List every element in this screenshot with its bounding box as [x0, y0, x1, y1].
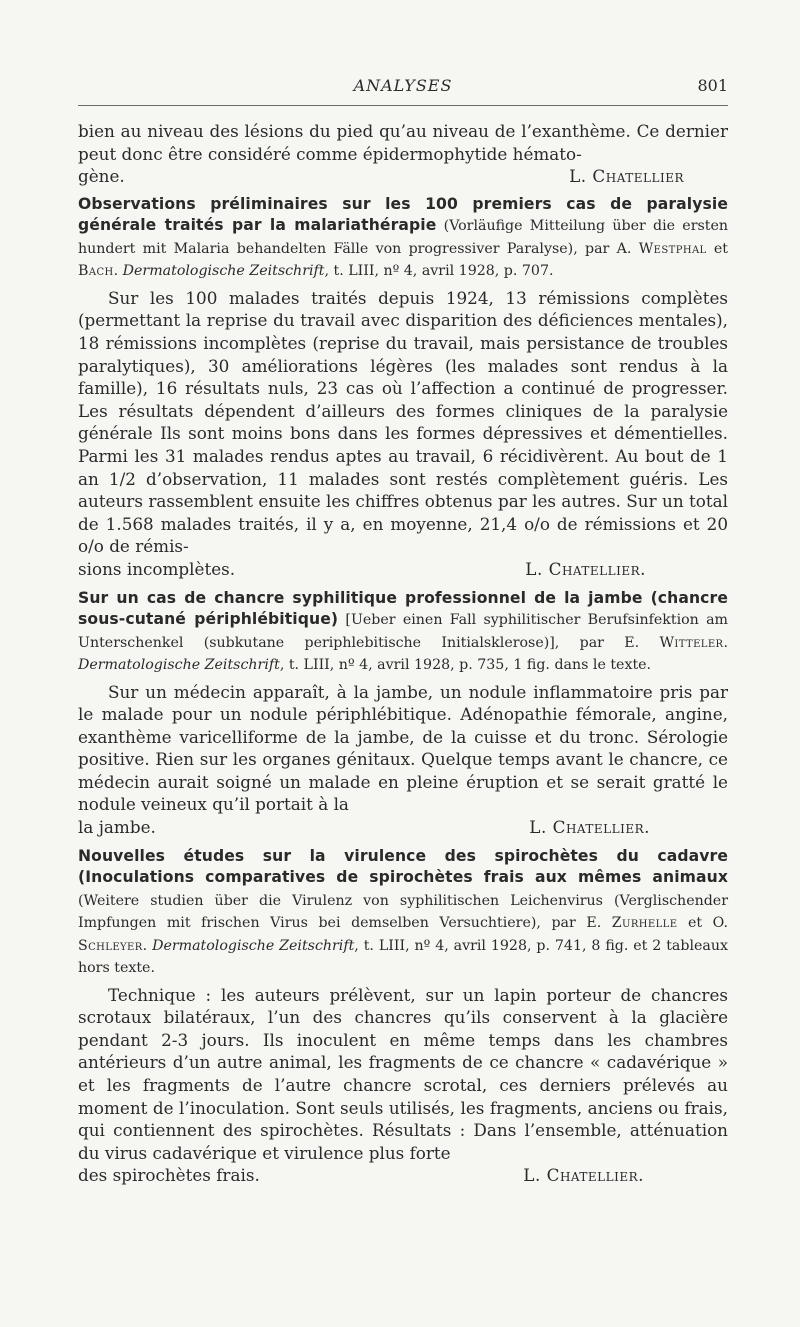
- review-2-meta-c: , t. LIII, nº 4, avril 1928, p. 735, 1 fig. dans le texte.: [279, 657, 652, 673]
- review-1-meta-b: et: [706, 240, 729, 257]
- review-3: [78, 846, 728, 1187]
- review-1: [78, 194, 728, 581]
- review-1-meta-a: (Vorläufige Mitteilung über die ersten hundert mit Malaria behandelten Fälle von progressiver Paralyse), par A.: [78, 218, 729, 257]
- review-3-journal: Dermatologische Zeitschrift: [152, 937, 355, 954]
- intro-signature: L. Chatellier: [569, 166, 684, 187]
- review-2-heading: [78, 588, 728, 677]
- review-1-meta-c: .: [113, 263, 123, 280]
- review-3-meta-c: .: [142, 937, 153, 954]
- intro-last-line: [78, 165, 728, 188]
- review-3-last-words: des spirochètes frais.: [78, 1165, 260, 1186]
- review-2-meta-b: .: [723, 634, 728, 651]
- review-2-body: Sur un médecin apparaît, à la jambe, un nodule inflammatoire pris par le malade pour un nodule périphlébitique. Adénopathie fémorale, angine, exanthème varicelliforme de la jambe, de la cuisse et du tronc. Sérologie positive. Rien sur les organes génitaux. Quelque temps avant le chancre, ce médecin aurait soigné un malade en pleine éruption et se serait gratté le nodule veineux qu’il portait à la: [78, 681, 728, 815]
- review-1-last-words: sions incomplètes.: [78, 558, 236, 579]
- review-3-title: Nouvelles études sur la virulence des spirochètes du cadavre (Inoculations comparatives de spirochètes frais aux mêmes animaux: [78, 846, 728, 887]
- review-3-author-1: Zurhelle: [611, 915, 678, 932]
- review-2-journal: Dermatologische Zeitschrift: [78, 657, 280, 673]
- review-2-signature: L. Chatellier.: [529, 817, 650, 838]
- review-3-meta-d: , t. LIII, nº 4, avril 1928, p. 741, 8 fig. et 2 tableaux hors texte.: [78, 937, 728, 977]
- review-1-author-2: Bach: [78, 263, 114, 280]
- review-1-meta-d: , t. LIII, nº 4, avril 1928, p. 707.: [324, 263, 554, 280]
- review-3-last-line: [78, 1164, 728, 1187]
- review-3-body: Technique : les auteurs prélèvent, sur un lapin porteur de chancres scrotaux bilatéraux, l’un des chancres qu’ils conservent à la glacière pendant 2-3 jours. Ils inoculent en même temps dans les chambres antérieurs d’un autre animal, les fragments de ce chancre « cadavérique » et les fragments de l’autre chancre scrotal, ces derniers prélevés au moment de l’inoculation. Sont seuls utilisés, les fragments, anciens ou frais, qui contiennent des spirochètes. Résultats : Dans l’ensemble, atténuation du virus cadavérique et virulence plus forte: [78, 984, 728, 1163]
- intro-last-words: gène.: [78, 166, 125, 187]
- page-body: [78, 120, 728, 1187]
- review-1-journal: Dermatologische Zeitschrift: [122, 263, 325, 280]
- review-2-author-1: Witteler: [659, 634, 724, 651]
- review-1-last-line: [78, 558, 728, 581]
- review-1-heading: [78, 194, 728, 283]
- intro-text: bien au niveau des lésions du pied qu’au niveau de l’exanthème. Ce dernier peut donc être considéré comme épidermophytide hémato-: [78, 121, 728, 164]
- review-1-author-1: Westphal: [638, 240, 707, 257]
- review-3-heading: [78, 846, 728, 980]
- review-2-last-line: [78, 816, 728, 839]
- intro-continuation: [78, 120, 728, 188]
- review-1-body: Sur les 100 malades traités depuis 1924, 13 rémissions complètes (permettant la reprise du travail avec disparition des déficiences mentales), 18 rémissions incomplètes (reprise du travail, mais persistance de troubles paralytiques), 30 améliorations légères (les malades sont rendus à la famille), 16 résultats nuls, 23 cas où l’affection a continué de progresser. Les résultats dépendent d’ailleurs des formes cliniques de la paralysie générale Ils sont moins bons dans les formes dépressives et démentielles. Parmi les 31 malades rendus aptes au travail, 6 récidivèrent. Au bout de 1 an 1/2 d’observation, 11 malades sont restés complètement guéris. Les auteurs rassemblent ensuite les chiffres obtenus par les autres. Sur un total de 1.568 malades traités, il y a, en moyenne, 21,4 o/o de rémissions et 20 o/o de rémis-: [78, 287, 728, 557]
- review-3-meta-b: et O.: [677, 915, 728, 932]
- review-1-title: Observations préliminaires sur les 100 premiers cas de paralysie générale traités par la malariathérapie: [78, 194, 728, 235]
- running-head: [78, 76, 728, 102]
- review-2-meta-a: [Ueber einen Fall syphilitischer Berufsinfektion am Unterschenkel (subkutane periphlebitische Initialsklerose)], par E.: [78, 612, 729, 651]
- running-head-title: ANALYSES: [353, 76, 453, 95]
- review-1-signature: L. Chatellier.: [525, 558, 646, 579]
- review-3-signature: L. Chatellier.: [523, 1165, 644, 1186]
- review-3-meta-a: (Weitere studien über die Virulenz von syphilitischen Leichenvirus (Verglischender Impfungen mit frischen Virus bei demselben Versuchtiere), par E.: [78, 892, 728, 932]
- header-rule: [78, 105, 728, 106]
- page-number: 801: [697, 76, 728, 95]
- review-3-author-2: Schleyer: [78, 937, 143, 954]
- review-2-last-words: la jambe.: [78, 817, 156, 838]
- review-2: [78, 588, 728, 839]
- review-2-title: Sur un cas de chancre syphilitique professionnel de la jambe (chancre sous-cutané périphlébitique): [78, 588, 728, 628]
